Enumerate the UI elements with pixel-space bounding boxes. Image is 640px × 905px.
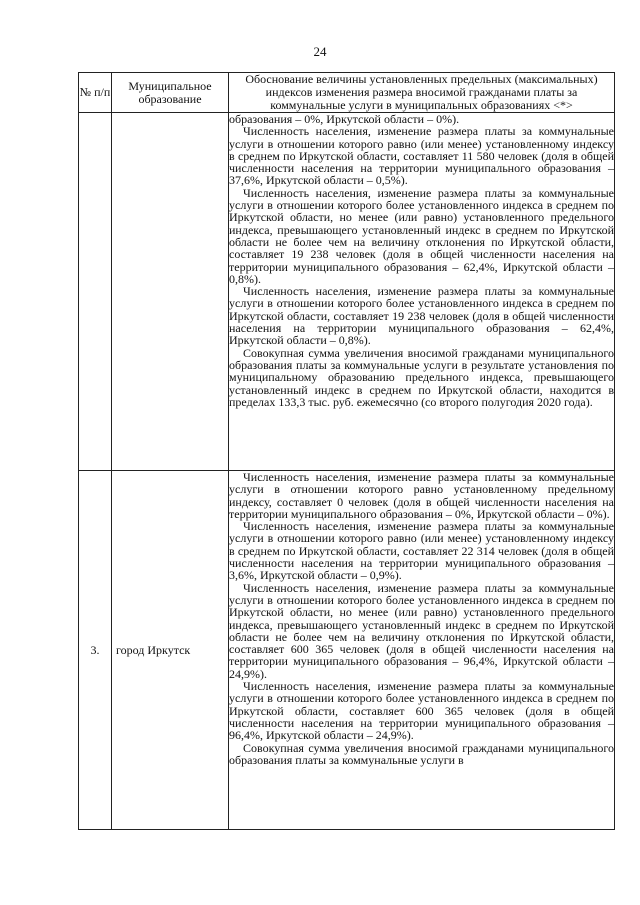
- paragraph: Численность населения, изменение размера платы за коммунальные услуги в отношении которого равно (или менее) установленному индексу в среднем по Иркутской области, составляет 22 314 человек (доля в общей численности населения на территории муниципального образования – 3,6%, Иркутской области – 0,9%).: [229, 519, 614, 583]
- cell-num-empty: [79, 113, 112, 471]
- header-municipality: Муниципальное образование: [112, 73, 229, 113]
- justification-cell: [229, 113, 615, 471]
- paragraph: Численность населения, изменение размера платы за коммунальные услуги в отношении которого более установленного индекса в среднем по Иркутской области, но менее (или равно) установленного предельного индекса, превышающего установленный индекс в среднем по Иркутской области не более чем на величину отклонения по Иркутской области, составляет 600 365 человек (доля в общей численности населения на территории муниципального образования – 96,4%, Иркутской области – 24,9%).: [229, 580, 614, 681]
- table-header-row: [79, 73, 615, 113]
- municipality-name: город Иркутск: [112, 471, 229, 830]
- page-number: 24: [313, 44, 327, 59]
- paragraph: Численность населения, изменение размера платы за коммунальные услуги в отношении которого равно установленному предельному индексу, составляет 0 человек (доля в общей численности населения на территории муниципального образования – 0%, Иркутской области – 0%).: [229, 470, 614, 521]
- indices-table: [78, 72, 615, 830]
- paragraph: Совокупная сумма увеличения вносимой гражданами муниципального образования платы за коммунальные услуги в результате установления по муниципальному образованию предельного индекса, превышающего установленный индекс в среднем по Иркутской области, находится в пределах 133,3 тыс. руб. ежемесячно (со второго полугодия 2020 года).: [229, 345, 614, 409]
- cell-municipality-empty: [112, 113, 229, 471]
- header-justification: Обоснование величины установленных предельных (максимальных) индексов изменения размера вносимой гражданами платы за коммунальные услуги в муниципальных образованиях <*>: [229, 73, 615, 113]
- justification-cell: [229, 471, 615, 830]
- paragraph: Численность населения, изменение размера платы за коммунальные услуги в отношении которого более установленного индекса в среднем по Иркутской области, но менее (или равно) установленного предельного индекса, превышающего установленный индекс в среднем по Иркутской области не более чем на величину отклонения по Иркутской области, составляет 19 238 человек (доля в общей численности населения на территории муниципального образования – 62,4%, Иркутской области – 0,8%).: [229, 185, 614, 286]
- paragraph: Численность населения, изменение размера платы за коммунальные услуги в отношении которого более установленного индекса в среднем по Иркутской области, составляет 600 365 человек (доля в общей численности населения на территории муниципального образования – 96,4%, Иркутской области – 24,9%).: [229, 679, 614, 743]
- paragraph: Численность населения, изменение размера платы за коммунальные услуги в отношении которого более установленного индекса в среднем по Иркутской области, составляет 19 238 человек (доля в общей численности населения на территории муниципального образования – 62,4%, Иркутской области – 0,8%).: [229, 284, 614, 348]
- table-row: [79, 113, 615, 471]
- paragraph: Совокупная сумма увеличения вносимой гражданами муниципального образования платы за коммунальные услуги в: [229, 740, 614, 767]
- header-num: № п/п: [79, 73, 112, 113]
- table-row: [79, 471, 615, 830]
- paragraph: образования – 0%, Иркутской области – 0%).: [229, 112, 460, 126]
- paragraph: Численность населения, изменение размера платы за коммунальные услуги в отношении которого равно (или менее) установленному индексу в среднем по Иркутской области, составляет 11 580 человек (доля в общей численности населения на территории муниципального образования – 37,6%, Иркутской области – 0,5%).: [229, 124, 614, 188]
- row-number: 3.: [79, 471, 112, 830]
